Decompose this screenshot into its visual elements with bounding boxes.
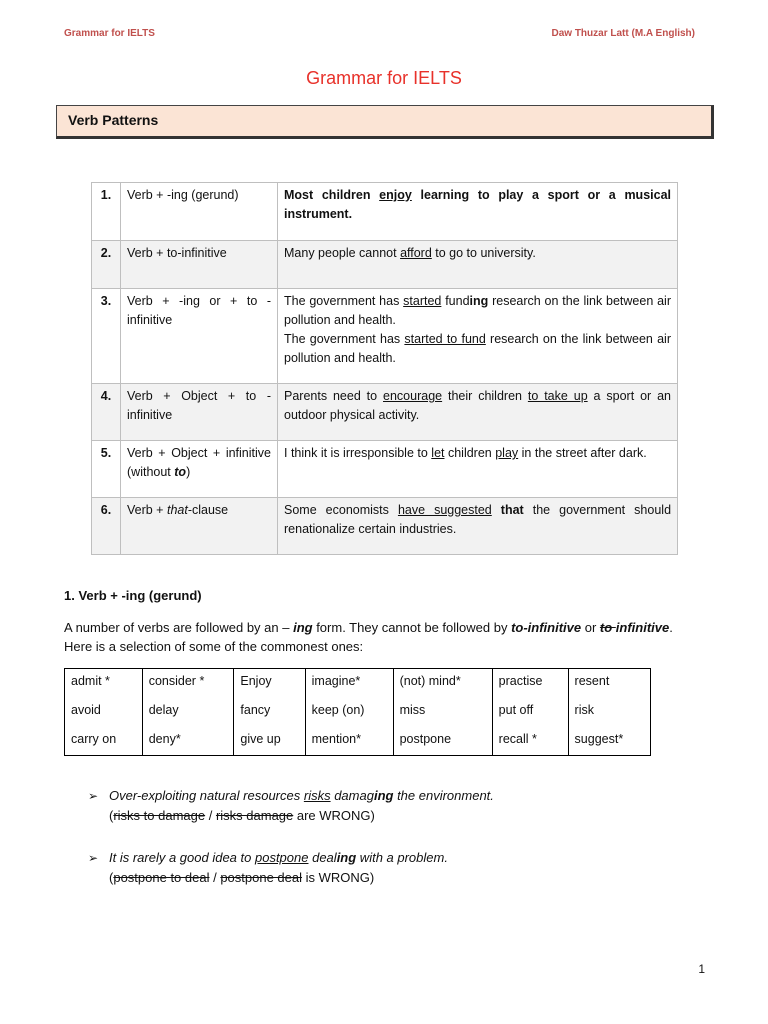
example-cell: I think it is irresponsible to let children play in the street after dark. — [278, 441, 678, 498]
verb-patterns-table — [91, 182, 678, 555]
verb-cell: deny* — [142, 727, 234, 756]
table-row — [92, 498, 678, 555]
arrow-bullet-icon: ➢ — [88, 851, 99, 865]
verb-cell: recall * — [492, 727, 568, 756]
table-row — [65, 698, 651, 727]
example-sentence: ➢ Over-exploiting natural resources risks damaging the environment. (risks to damage / risks damage are WRONG) — [88, 788, 494, 823]
verb-cell: postpone — [393, 727, 492, 756]
subsection-heading: 1. Verb + -ing (gerund) — [64, 588, 202, 603]
example-cell: Most children enjoy learning to play a sport or a musical instrument. — [278, 183, 678, 241]
pattern-cell: Verb + to-infinitive — [121, 241, 278, 289]
row-number: 6. — [92, 498, 121, 555]
section-heading: Verb Patterns — [68, 112, 159, 128]
table-row — [92, 384, 678, 441]
verb-cell: fancy — [234, 698, 305, 727]
pattern-cell: Verb + that-clause — [121, 498, 278, 555]
running-header-right: Daw Thuzar Latt (M.A English) — [551, 28, 695, 39]
verb-cell: mention* — [305, 727, 393, 756]
verb-cell: avoid — [65, 698, 143, 727]
table-row — [92, 441, 678, 498]
section-heading-box — [56, 105, 714, 139]
row-number: 4. — [92, 384, 121, 441]
verb-cell: resent — [568, 669, 650, 698]
row-number: 3. — [92, 289, 121, 384]
example-cell: Many people cannot afford to go to university. — [278, 241, 678, 289]
example-cell: The government has started funding research on the link between air pollution and health. The government has started to fund research on the link between air pollution and health. — [278, 289, 678, 384]
row-number: 5. — [92, 441, 121, 498]
verb-cell: Enjoy — [234, 669, 305, 698]
table-row — [65, 727, 651, 756]
example-cell: Some economists have suggested that the government should renationalize certain industries. — [278, 498, 678, 555]
pattern-cell: Verb + -ing (gerund) — [121, 183, 278, 241]
verb-cell: miss — [393, 698, 492, 727]
verb-cell: put off — [492, 698, 568, 727]
pattern-cell: Verb + Object + infinitive (without to) — [121, 441, 278, 498]
page-number: 1 — [698, 962, 705, 976]
pattern-cell: Verb + -ing or + to - infinitive — [121, 289, 278, 384]
verb-cell: (not) mind* — [393, 669, 492, 698]
table-row — [92, 183, 678, 241]
row-number: 2. — [92, 241, 121, 289]
verb-cell: practise — [492, 669, 568, 698]
verb-cell: risk — [568, 698, 650, 727]
verb-cell: admit * — [65, 669, 143, 698]
example-cell: Parents need to encourage their children to take up a sport or an outdoor physical activity. — [278, 384, 678, 441]
document-title: Grammar for IELTS — [306, 68, 462, 88]
running-header-left: Grammar for IELTS — [64, 28, 155, 39]
row-number: 1. — [92, 183, 121, 241]
verb-cell: imagine* — [305, 669, 393, 698]
pattern-cell: Verb + Object + to - infinitive — [121, 384, 278, 441]
table-row — [65, 669, 651, 698]
table-row — [92, 241, 678, 289]
verb-cell: consider * — [142, 669, 234, 698]
intro-paragraph: A number of verbs are followed by an – ing form. They cannot be followed by to-infinitive or to infinitive. Here is a selection of some of the commonest ones: — [64, 620, 673, 654]
table-row — [92, 289, 678, 384]
verb-cell: delay — [142, 698, 234, 727]
verb-cell: keep (on) — [305, 698, 393, 727]
gerund-verbs-table — [64, 668, 651, 756]
example-sentence: ➢ It is rarely a good idea to postpone dealing with a problem. (postpone to deal / postpone deal is WRONG) — [88, 850, 448, 885]
verb-cell: suggest* — [568, 727, 650, 756]
verb-cell: give up — [234, 727, 305, 756]
arrow-bullet-icon: ➢ — [88, 789, 99, 803]
verb-cell: carry on — [65, 727, 143, 756]
